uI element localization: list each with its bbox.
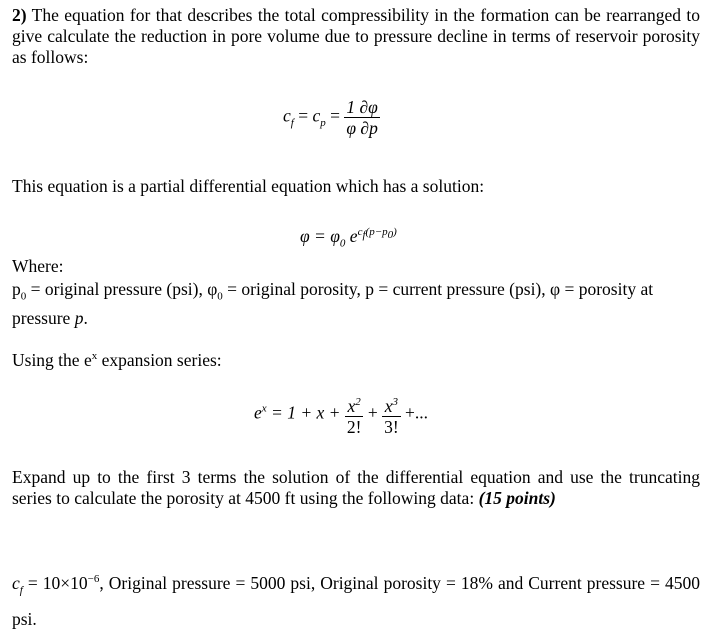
series-text-a: Using the e [12,349,92,370]
eq3-plus: + [367,402,378,423]
where-label: Where: [12,256,64,276]
series-sup: x [91,350,98,362]
eq3-f2-num: x [384,395,393,416]
eq3-f1-den: 2! [346,416,362,437]
eq3-f2-den: 3! [384,416,399,437]
series-paragraph [12,346,700,371]
series-text-b: expansion series: [97,349,222,370]
eq3-fraction-1 [345,392,364,437]
eq2-exponent-rest-sub: 0 [387,229,394,242]
intro-text: The equation for that describes the total compressibility in the formation can be rearranged to give calculate the reduction in pore volume due to pressure decline in terms of reservoir porosity as follows: [12,5,700,67]
where-italic-p: p [74,307,84,328]
eq1-denominator: φ ∂p [346,118,378,138]
where-definitions [12,279,700,329]
data-cf-sub: f [19,584,23,597]
eq2-lhs-sub: 0 [339,237,346,250]
points-label: (15 points) [478,488,556,508]
data-eq: = 10×10 [22,572,88,593]
eq3-f1-num: x [347,395,356,416]
data-paragraph [12,565,700,634]
where-text-b: = original pressure (psi), φ [26,279,218,299]
eq3-f2-sup: 3 [392,396,398,408]
eq2-exponent: c [357,226,363,239]
eq3-f1-sup: 2 [355,396,361,408]
where-p-sub: 0 [20,290,27,303]
eq3-tail: +... [405,402,429,423]
where-end: . [83,307,88,328]
where-text-c: = original porosity, p = current pressure (psi), φ = porosity at pressure [12,279,654,328]
question-number: 2) [12,5,27,25]
eq2-lhs: φ = φ [300,226,340,246]
pde-paragraph: This equation is a partial differential equation which has a solution: [12,176,485,196]
intro-paragraph [12,5,700,68]
compressibility-equation: $c_f = c_p$ = $\frac{1 \partial\varphi}{\varphi \partial p}$ [283,97,378,138]
eq1-mid-sub: p [320,117,326,130]
where-phi-sub: 0 [217,290,223,303]
where-p: p [12,279,21,299]
eq1-mid: c [312,105,321,126]
eq2-base: e [349,226,358,246]
eq3-lhs-sup: x [261,402,267,415]
eq2-exponent-sub: f [362,229,366,242]
eq3-lhs: e [254,402,262,423]
eq2-exponent-rest: (p−p [365,226,388,239]
eq1-numerator: 1 ∂φ [346,97,378,117]
eq1-fraction [344,97,379,138]
eq1-lhs: c [283,105,291,126]
eq3-terms: = 1 + x + [271,402,341,423]
eq3-fraction-2 [382,392,401,437]
data-cf: c [12,572,20,593]
data-rest: , Original pressure = 5000 psi, Original porosity = 18% and Current pressure = 4500 psi. [12,572,700,630]
exponential-series-equation [254,392,428,437]
data-exp: −6 [87,573,100,585]
task-text: Expand up to the first 3 terms the solution of the differential equation and use the truncating series to calculate the porosity at 4500 ft using the following data: [12,467,700,508]
eq1-lhs-sub: f [290,117,294,130]
eq2-exponent-close: ) [393,226,397,239]
porosity-solution-equation [300,226,397,250]
task-paragraph [12,467,700,509]
